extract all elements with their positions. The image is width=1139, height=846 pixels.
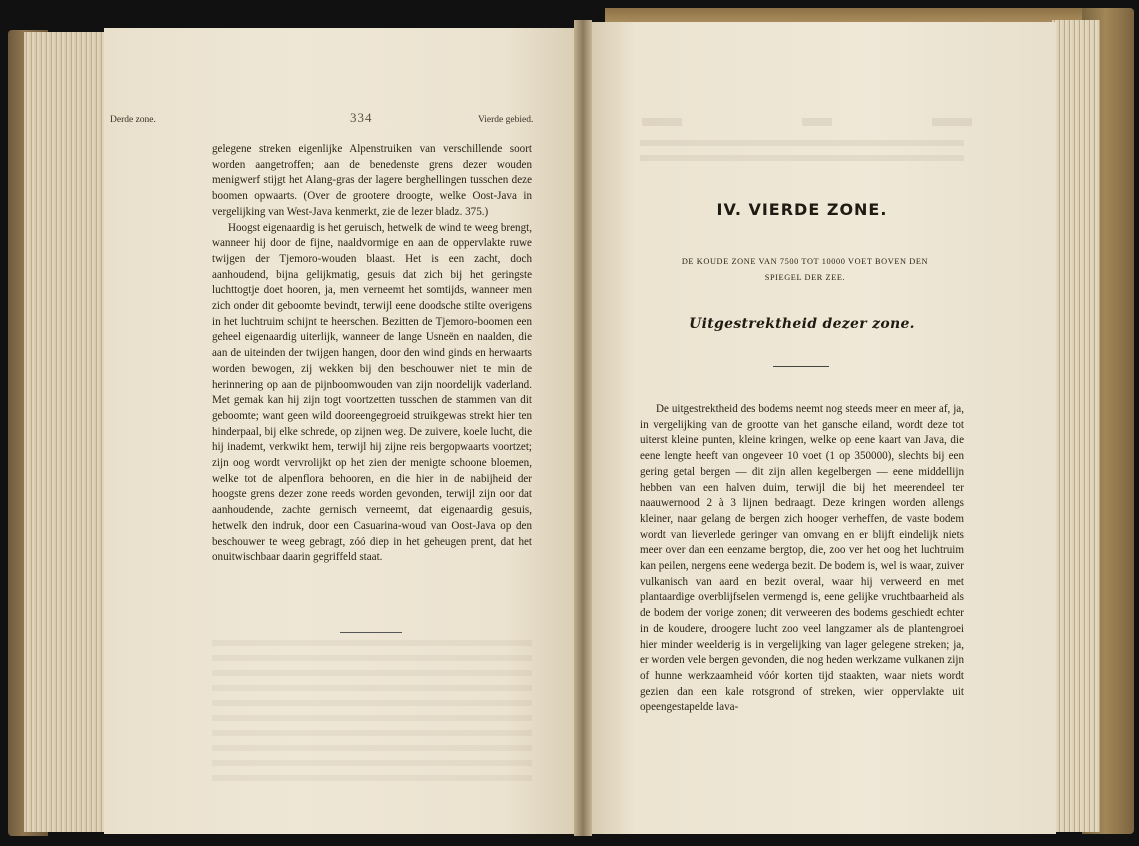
end-rule [340,632,402,633]
page-number: 334 [350,110,373,125]
left-page-body [212,142,532,566]
left-page-edges [24,32,108,832]
running-head-left: Derde zone. [110,115,156,125]
chapter-subtitle [660,254,950,286]
bleed-through-header [642,118,972,126]
subtitle-line-2: SPIEGEL DER ZEE. [764,273,846,282]
subtitle-line-1: DE KOUDE ZONE VAN 7500 TOT 10000 VOET BOVEN DEN [681,257,929,266]
section-heading: Uitgestrektheid dezer zone. [689,316,915,332]
chapter-title: IV. VIERDE ZONE. [716,200,888,219]
right-page-edges [1052,20,1100,832]
left-paragraph-2: Hoogst eigenaardig is het geruisch, hetwelk de wind te weeg brengt, wanneer hij door de fijne, naaldvormige en aan de oppervlakte ruwe twijgen der Tjemoro-wouden blaast. Het is een zacht, doch aanhoudend, bijna gelijkmatig, gesuis dat zich bij het geringste luchttogtje doet hooren, ja, men verneemt het somtijds, wanneer men zich onder dit geboomte bevindt, terwijl eene doodsche stilte overigens in het luchtruim schijnt te heerschen. Bezitten de Tjemoro-boomen een geheel eigenaardig uiterlijk, wanneer de lange Usneën en naalden, die aan de uiteinden der twijgen hangen, door den wind ginds en herwaarts worden bewogen, zij wekken bij den beschouwer niet te min de herinnering op aan de pijnboomwouden van zijn noordelijk vaderland. Met gemak kan hij zijn togt voortzetten tusschen de stammen van dit geboomte; want geen wild dooreengegroeid struikgewas strekt hier ten hinderpaal, bij elke schrede, op zijnen weg. De zuivere, koele lucht, die hij inademt, verkwikt hem, terwijl hij zijne reis bergopwaarts voortzet; zijn oog wordt vervrolijkt op het zien der menigte schoone bloemen, welke tot de alpenflora behooren, en die hier in de nabijheid der hoogste grens dezer zone reeds worden gevonden, terwijl zijn oor dat aanhoudende, zachte gernisch verneemt, dat eigenaardig gesuis, hetwelk den indruk, door een Casuarina-woud van Oost-Java op den beschouwer te weeg gebragt, zóó diep in het geheugen prent, dat het onuitwischbaar daarin gegriffeld staat. [212,221,532,564]
right-paragraph-1: De uitgestrektheid des bodems neemt nog steeds meer en meer af, ja, in vergelijking van de grootte van het gansche eiland, wordt deze tot uiterst kleine punten, kleine kringen, welke op eene kaart van Java, die eene lengte heeft van ongeveer 10 voet (1 op 350000), slechts bij een gering getal bergen — dit zijn allen kegelbergen — eene middellijn hebben van een halven duim, terwijl die bij het meerendeel ter naauwernood 2 à 3 lijnen bedraagt. Deze kringen worden allengs kleiner, naar gelang de bergen zich hooger verheffen, de vaste bodem wordt van lieverlede geringer van omvang en er blijft eindelijk niets meer over dan een eenzame bergtop, die, zoo ver het oog het luchtruim kan peilen, nergens eene wederga bezit. De bodem is, wel is waar, zuiver vulkanisch van aard en bezit overal, waar hij verweerd en met plantaardige overblijfselen vermengd is, eene gelijke vruchtbaarheid als de bodem der vorige zonen; dit verweeren des bodems geschiedt echter in de koudere, droogere lucht zoo veel langzamer als de plantengroei hier minder weelderig is in vergelijking van lager gelegene streken; ja, er worden vele bergen gevonden, die nog heden werkzame vulkanen zijn of hunne werkzaamheid vóór korten tijd staakten, waar niets wordt gezien dan een kale rotsgrond of streken, wier oppervlakte uit opeengestapelde lava- [640,403,964,714]
book-gutter [574,20,592,836]
section-rule [773,366,829,367]
left-paragraph-1: gelegene streken eigenlijke Alpenstruiken van verschillende soort worden aangetroffen; aan de benedenste grens dezer wouden menigwerf stijgt het Alang-gras der lagere berghellingen tusschen deze boomen opwaarts. (Over de grootere droogte, welke Oost-Java in vergelijking van West-Java kenmerkt, zie de lezer bladz. 375.) [212,143,532,218]
right-page-body [640,402,964,716]
running-head-right: Vierde gebied. [478,115,534,125]
top-cover-edge [605,8,1105,22]
bleed-through [212,640,532,790]
bleed-through-top [640,140,964,170]
